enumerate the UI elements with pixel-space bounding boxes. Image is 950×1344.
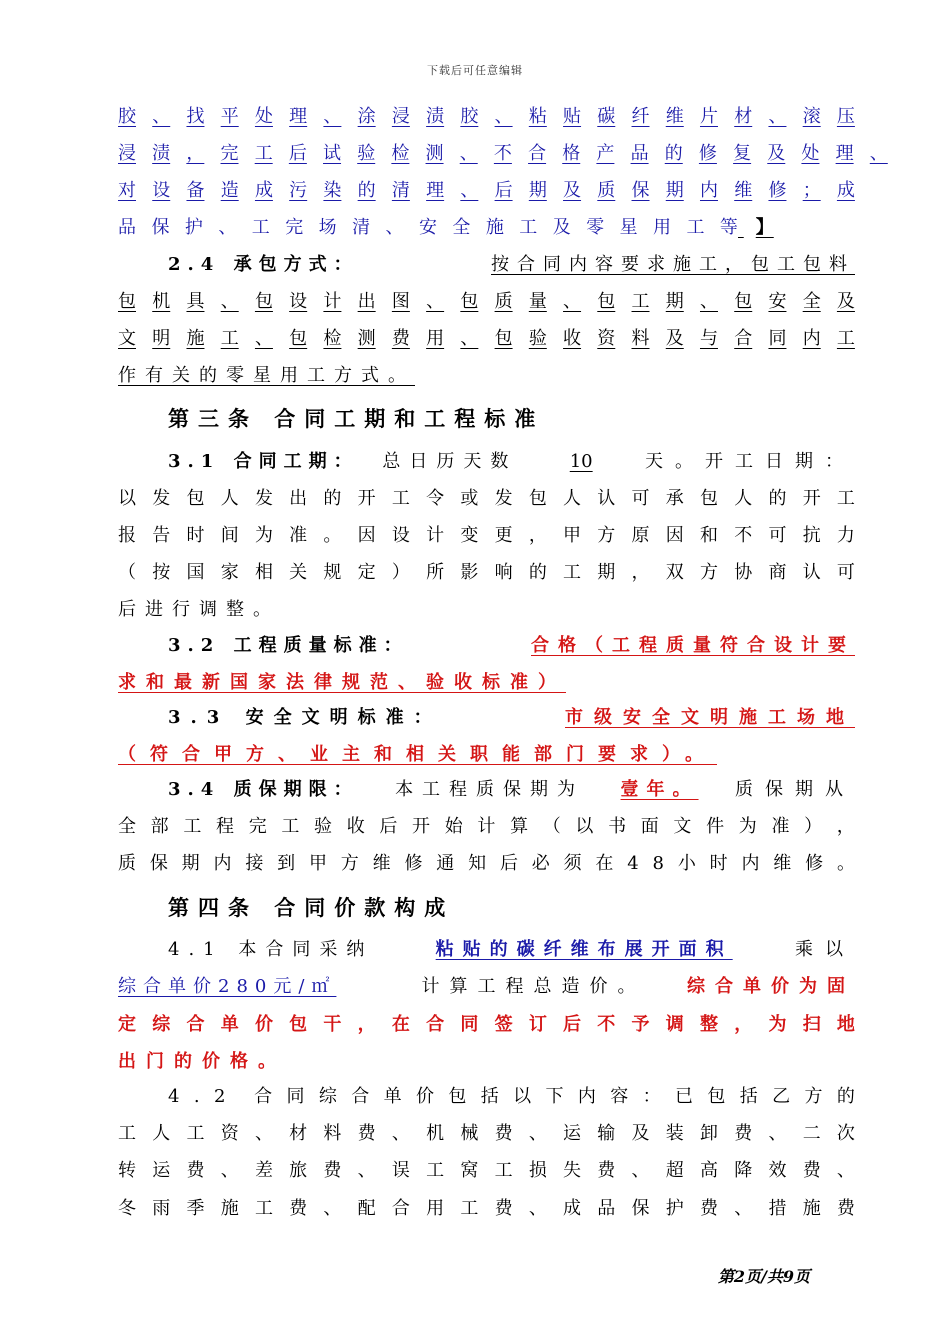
section-3-4-label: 3.4 质保期限： xyxy=(168,779,359,800)
text-line-4-body: 品 保 护 、 工 完 场 清 、 安 全 施 工 及 零 星 用 工 等 xyxy=(118,217,738,238)
section-3-3-text-a: 市级安全文明施工场地 xyxy=(565,707,855,728)
section-3-3-text-b: （符合甲方、业主和相关职能部门要求）。 xyxy=(118,744,717,765)
text-line-3: 对 设 备 造 成 污 染 的 清 理 、 后 期 及 质 保 期 内 维 修 ； 成 xyxy=(118,180,855,201)
section-3-4 xyxy=(168,777,855,803)
section-4-1-unit-price: 综合单价280元/㎡ xyxy=(118,976,337,997)
section-3-4-text-c: 质 保 期 内 接 到 甲 方 维 修 通 知 后 必 须 在 4 8 小 时 内 维 修 。 xyxy=(118,853,855,874)
section-4-2-text-d: 冬 雨 季 施 工 费 、 配 合 用 工 费 、 成 品 保 护 费 、 措 施 费 xyxy=(118,1198,855,1219)
section-3-3-label: 3.3 安全文明标准： xyxy=(168,707,442,728)
section-3-1 xyxy=(168,449,855,475)
section-3-1-text-c: 报 告 时 间 为 准 。 因 设 计 变 更 ， 甲 方 原 因 和 不 可 抗 力 xyxy=(118,525,855,546)
section-4-1-fixed-price-a: 综合单价为固 xyxy=(687,976,855,997)
section-3-2-text-a: 合格（工程质量符合设计要 xyxy=(531,635,855,656)
section-3-4-text-suffix: 质保期从 xyxy=(735,779,855,800)
section-3-1-text-d: （ 按 国 家 相 关 规 定 ） 所 影 响 的 工 期 ， 双 方 协 商 认 可 xyxy=(118,562,855,583)
section-3-4-text-prefix: 本工程质保期为 xyxy=(395,779,585,800)
section-4-2-text-b: 工 人 工 资 、 材 料 费 、 机 械 费 、 运 输 及 装 卸 费 、 二 次 xyxy=(118,1123,855,1144)
section-2-4 xyxy=(168,252,855,278)
page-header: 下载后可任意编辑 xyxy=(427,64,523,77)
section-4-1-text-suffix: 乘以 xyxy=(794,939,855,960)
section-3-1-days-prefix: 总日历天数 xyxy=(382,451,518,472)
section-3-2-label: 3.2 工程质量标准： xyxy=(168,635,409,656)
section-4-2-text-c: 转 运 费 、 差 旅 费 、 误 工 窝 工 损 失 费 、 超 高 降 效 费 、 xyxy=(118,1160,855,1181)
section-3-4-text-b: 全 部 工 程 完 工 验 收 后 开 始 计 算 （ 以 书 面 文 件 为 准 ） ， xyxy=(118,816,855,837)
section-4-1-fixed-price-c: 出门的价格。 xyxy=(118,1051,286,1072)
text-line-2: 浸 渍 ， 完 工 后 试 验 检 测 、 不 合 格 产 品 的 修 复 及 处 理 、 xyxy=(118,143,888,164)
section-4-1-fixed-price-b: 定 综 合 单 价 包 干 ， 在 合 同 签 订 后 不 予 调 整 ， 为 扫 地 xyxy=(118,1014,855,1035)
article-4-heading: 第四条 合同价款构成 xyxy=(168,896,455,920)
text-line-4-bracket: 】 xyxy=(755,217,774,238)
section-4-1-text-prefix: 4.1 本合同采纳 xyxy=(168,939,374,960)
section-3-1-days-value: 10 xyxy=(569,451,593,472)
section-3-2 xyxy=(168,633,855,659)
section-3-1-days-suffix: 天。开工日期： xyxy=(644,451,855,472)
section-3-4-warranty-term: 壹年。 xyxy=(620,779,699,800)
section-3-1-text-e: 后进行调整。 xyxy=(118,599,280,620)
section-3-1-text-b: 以 发 包 人 发 出 的 开 工 令 或 发 包 人 认 可 承 包 人 的 开 工 xyxy=(118,488,855,509)
section-2-4-text-c: 文 明 施 工 、 包 检 测 费 用 、 包 验 收 资 料 及 与 合 同 内 工 xyxy=(118,328,855,349)
section-4-1 xyxy=(168,937,855,963)
section-4-2-text-a: 4 . 2 合 同 综 合 单 价 包 括 以 下 内 容 ： 已 包 括 乙 方 的 xyxy=(168,1086,855,1107)
text-line-1: 胶 、 找 平 处 理 、 涂 浸 渍 胶 、 粘 贴 碳 纤 维 片 材 、 滚 压 xyxy=(118,106,855,127)
section-2-4-text-b: 包 机 具 、 包 设 计 出 图 、 包 质 量 、 包 工 期 、 包 安 全 及 xyxy=(118,291,855,312)
section-4-1-area: 粘贴的碳纤维布展开面积 xyxy=(435,939,733,960)
section-2-4-label: 2.4 承包方式： xyxy=(168,254,359,275)
section-4-1-line-2 xyxy=(118,974,855,1000)
section-3-1-label: 3.1 合同工期： xyxy=(168,451,359,472)
section-3-2-text-b: 求和最新国家法律规范、验收标准） xyxy=(118,672,566,693)
page-number: 第2页/共9页 xyxy=(717,1267,810,1286)
article-3-heading: 第三条 合同工期和工程标准 xyxy=(168,407,545,431)
section-2-4-text-d: 作有关的零星用工方式。 xyxy=(118,365,415,386)
section-2-4-text-a: 按合同内容要求施工，包工包料 xyxy=(491,254,855,275)
section-3-3 xyxy=(168,705,855,731)
text-line-4 xyxy=(118,215,788,241)
section-4-1-text-b: 计算工程总造价。 xyxy=(421,976,646,997)
